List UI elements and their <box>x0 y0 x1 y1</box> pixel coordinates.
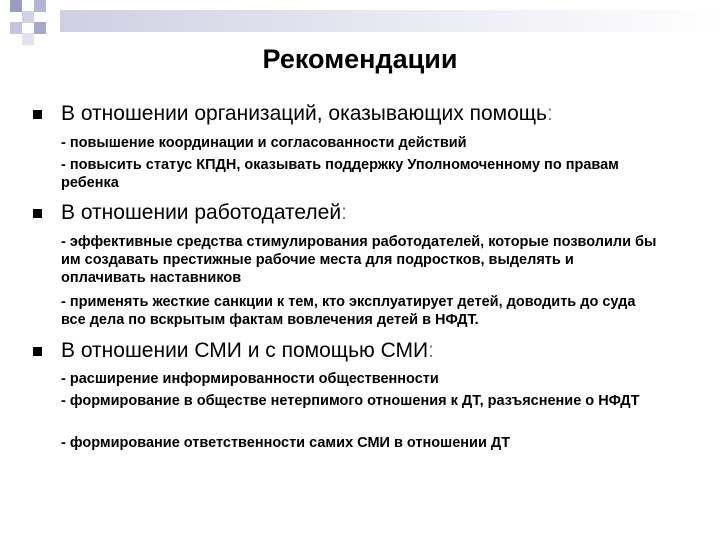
section-heading-colon: : <box>341 201 347 224</box>
decor-square <box>34 22 46 34</box>
section-item: - повысить статус КПДН, оказывать поддержку Уполномоченному по правам ребенка <box>61 157 619 191</box>
section-heading-text: В отношении работодателей <box>61 201 342 224</box>
section-heading-text: В отношении организаций, оказывающих помощь <box>61 102 547 125</box>
section-heading <box>61 201 347 225</box>
decor-square <box>10 0 22 12</box>
section-heading-colon: : <box>428 339 434 362</box>
bullet-square-icon <box>33 209 42 218</box>
section-item: - эффективные средства стимулирования работодателей, которые позволили бы им создавать престижные рабочие места для подростков, выделять и оплачивать наставников <box>61 234 657 286</box>
decor-square <box>10 22 22 34</box>
section-item: - повышение координации и согласованности действий <box>61 135 467 151</box>
section-item: - формирование ответственности самих СМИ в отношении ДТ <box>61 435 511 451</box>
section-item: - формирование в обществе нетерпимого отношения к ДТ, разъяснение о НФДТ <box>61 393 640 409</box>
slide-title: Рекомендации <box>262 44 458 74</box>
decor-square <box>34 0 46 12</box>
section-heading-colon: : <box>546 102 553 125</box>
header-gradient-band <box>60 10 720 32</box>
decor-square <box>22 11 34 23</box>
section-heading-text: В отношении СМИ и с помощью СМИ <box>61 339 429 362</box>
section-item: - применять жесткие санкции к тем, кто эксплуатирует детей, доводить до суда все дела по вскрытым фактам вовлечения детей в НФДТ. <box>61 294 636 328</box>
bullet-square-icon <box>33 347 42 356</box>
section-heading <box>61 102 553 126</box>
section-heading <box>61 339 434 363</box>
section-item: - расширение информированности общественности <box>61 371 439 387</box>
bullet-square-icon <box>33 110 42 119</box>
